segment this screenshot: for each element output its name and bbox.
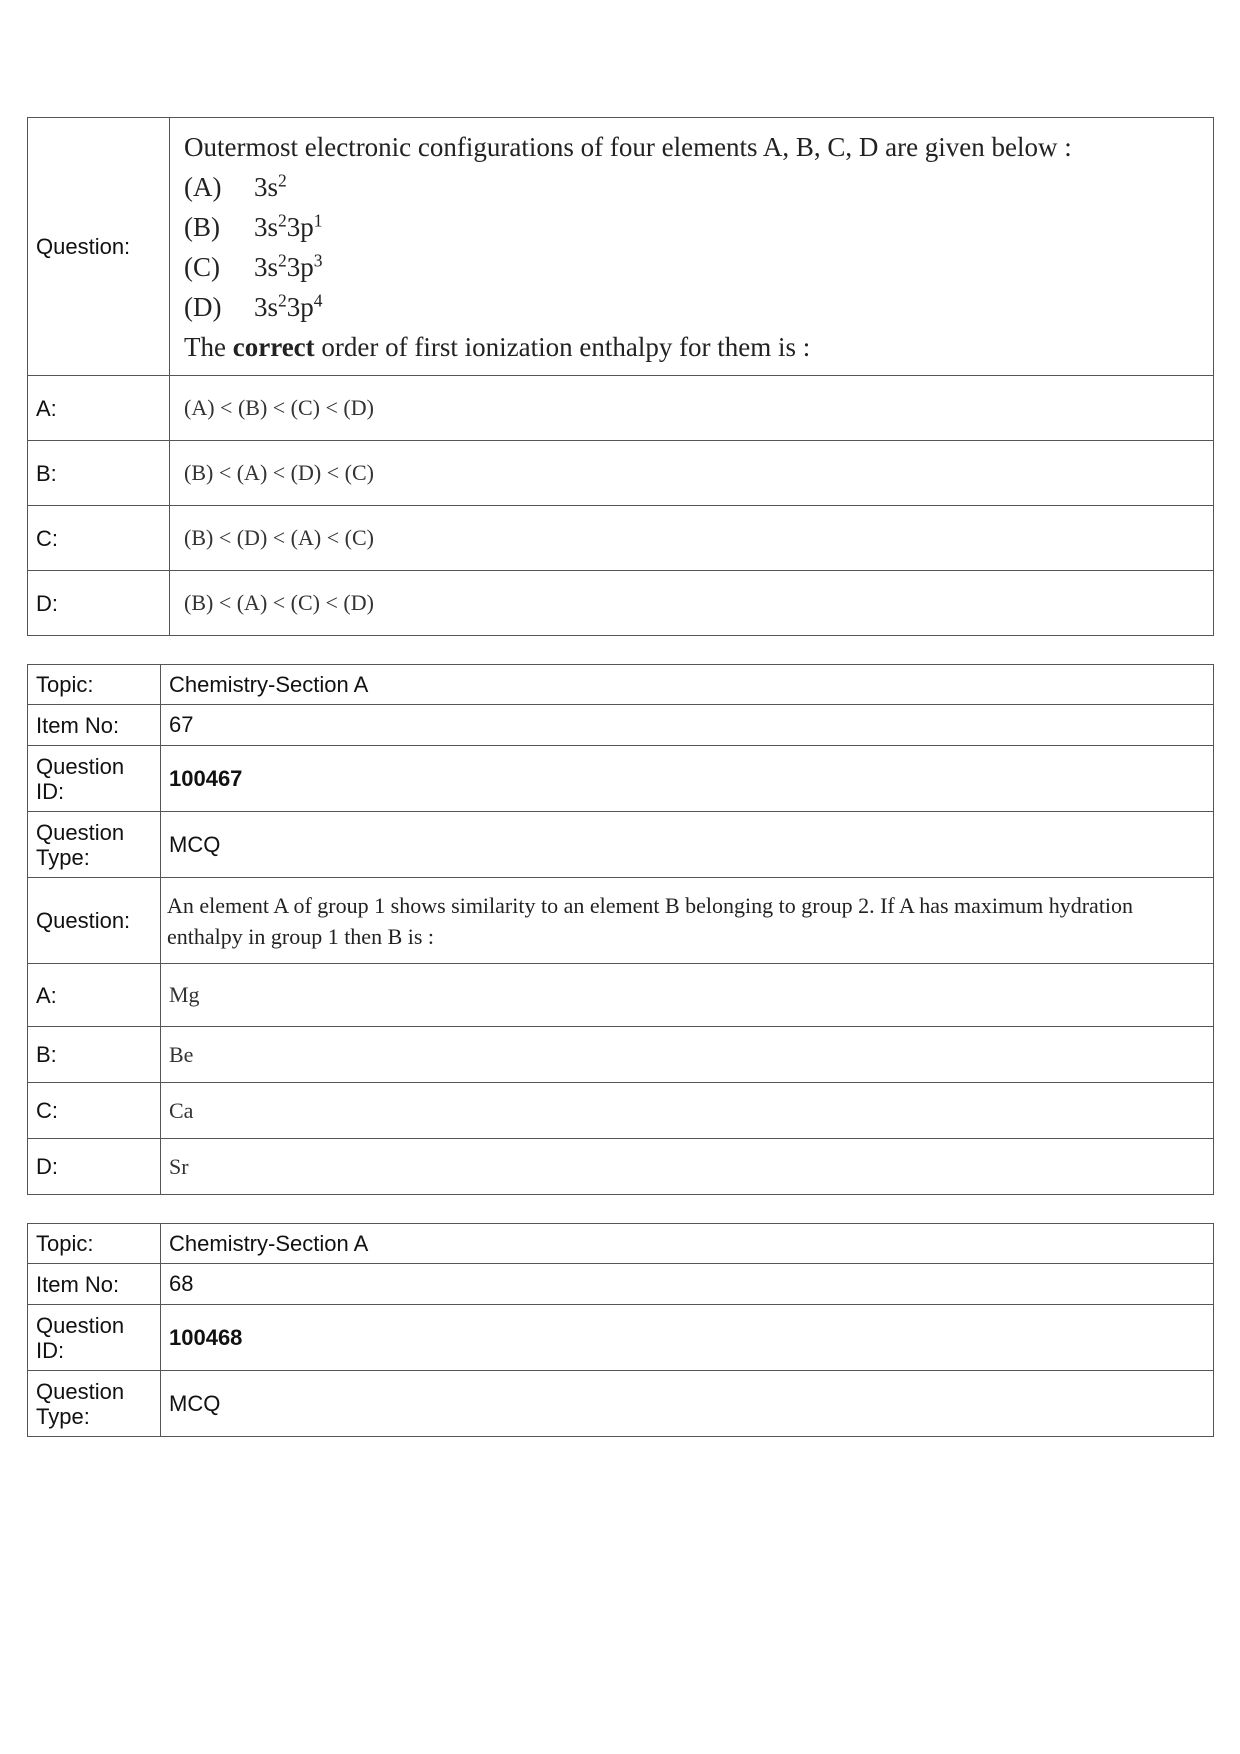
qid-row	[28, 1305, 1214, 1371]
item-value: 67	[161, 705, 1214, 746]
option-label: D:	[28, 1139, 161, 1195]
option-text: (B) < (A) < (D) < (C)	[170, 441, 1214, 506]
topic-row	[28, 665, 1214, 705]
option-label: A:	[28, 376, 170, 441]
qid-label: Question ID:	[28, 1305, 161, 1371]
option-text: Mg	[161, 964, 1214, 1027]
qid-value: 100468	[161, 1305, 1214, 1371]
topic-label: Topic:	[28, 1224, 161, 1264]
config-row-b: (B) $3s^23p^1$	[184, 209, 323, 242]
qtype-label: Question Type:	[28, 812, 161, 878]
config-row-a: (A) $3s^2$	[184, 169, 287, 202]
question-block-67	[27, 664, 1214, 1195]
option-text: Ca	[161, 1083, 1214, 1139]
qtype-value: MCQ	[161, 1371, 1214, 1437]
option-text: (B) < (D) < (A) < (C)	[170, 506, 1214, 571]
option-text: Sr	[161, 1139, 1214, 1195]
option-label: C:	[28, 1083, 161, 1139]
option-text: (B) < (A) < (C) < (D)	[170, 571, 1214, 636]
question-label: Question:	[28, 878, 161, 964]
item-row	[28, 1264, 1214, 1305]
qid-row	[28, 746, 1214, 812]
question-content	[170, 118, 1214, 376]
qtype-row	[28, 1371, 1214, 1437]
item-label: Item No:	[28, 1264, 161, 1305]
qtype-row	[28, 812, 1214, 878]
qid-value: 100467	[161, 746, 1214, 812]
question-label: Question:	[28, 118, 170, 376]
question-end: The correct order of first ionization enthalpy for them is :	[184, 331, 811, 362]
config-row-c: (C) $3s^23p^3$	[184, 249, 323, 282]
topic-row	[28, 1224, 1214, 1264]
option-text: (A) < (B) < (C) < (D)	[170, 376, 1214, 441]
item-label: Item No:	[28, 705, 161, 746]
option-row-b	[28, 441, 1214, 506]
option-row-c	[28, 1083, 1214, 1139]
option-row-a	[28, 964, 1214, 1027]
option-label: A:	[28, 964, 161, 1027]
question-text: An element A of group 1 shows similarity to an element B belonging to group 2. If A has maximum hydration enthalpy in group 1 then B is :	[161, 878, 1214, 964]
option-label: B:	[28, 441, 170, 506]
topic-value: Chemistry-Section A	[161, 665, 1214, 705]
option-row-a	[28, 376, 1214, 441]
question-block-66	[27, 117, 1214, 636]
topic-label: Topic:	[28, 665, 161, 705]
qid-label: Question ID:	[28, 746, 161, 812]
item-value: 68	[161, 1264, 1214, 1305]
option-label: C:	[28, 506, 170, 571]
option-label: B:	[28, 1027, 161, 1083]
qtype-value: MCQ	[161, 812, 1214, 878]
topic-value: Chemistry-Section A	[161, 1224, 1214, 1264]
option-row-b	[28, 1027, 1214, 1083]
question-row	[28, 878, 1214, 964]
option-row-d	[28, 571, 1214, 636]
question-block-68	[27, 1223, 1214, 1437]
option-row-c	[28, 506, 1214, 571]
question-intro: Outermost electronic configurations of four elements A, B, C, D are given below :	[184, 131, 1072, 162]
option-text: Be	[161, 1027, 1214, 1083]
option-label: D:	[28, 571, 170, 636]
config-row-d: (D) $3s^23p^4$	[184, 289, 323, 322]
option-row-d	[28, 1139, 1214, 1195]
item-row	[28, 705, 1214, 746]
qtype-label: Question Type:	[28, 1371, 161, 1437]
